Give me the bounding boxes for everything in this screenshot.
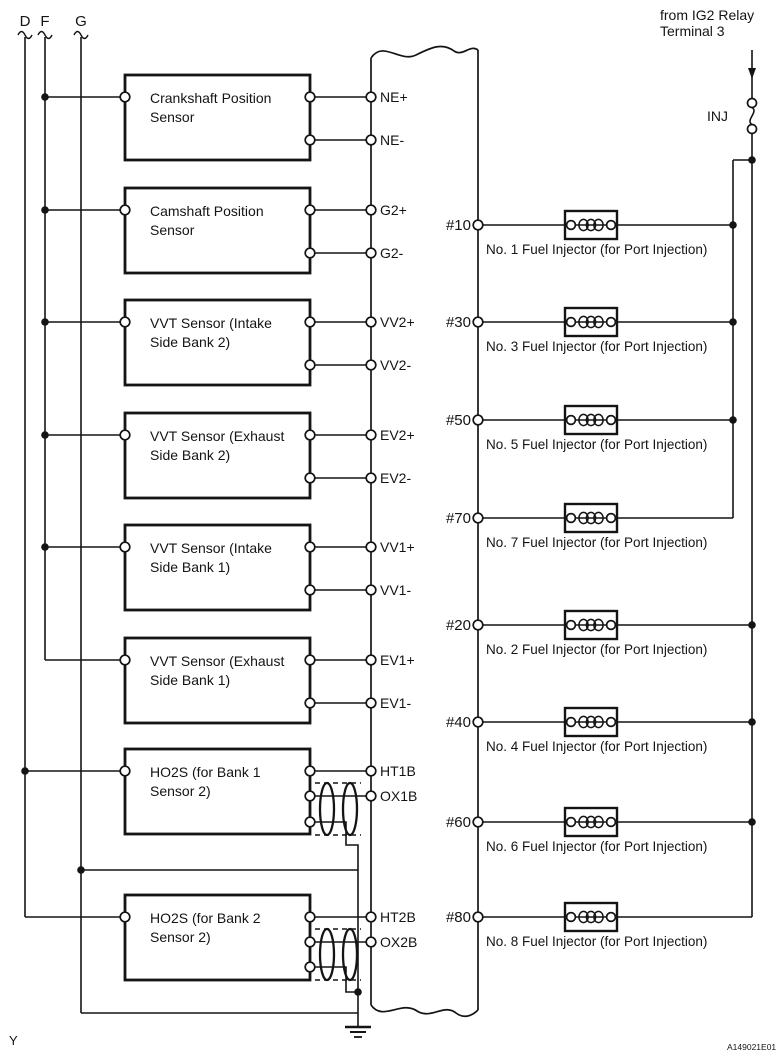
ecm-terminal-label: VV1+ <box>380 539 415 555</box>
fuse-element-icon <box>750 108 754 125</box>
sensor-terminal <box>305 585 315 595</box>
injector-terminal <box>567 818 576 827</box>
ecm-terminal <box>366 473 376 483</box>
sensor-terminal <box>305 248 315 258</box>
ecm-terminal <box>366 317 376 327</box>
injector-caption: No. 8 Fuel Injector (for Port Injection) <box>486 934 708 949</box>
junction-dot <box>748 818 756 826</box>
injector-terminal <box>567 221 576 230</box>
junction-dot <box>41 431 49 439</box>
sensor-terminal <box>305 430 315 440</box>
ecm-terminal <box>366 205 376 215</box>
injector-caption: No. 4 Fuel Injector (for Port Injection) <box>486 739 708 754</box>
sensor-name: Sensor 2) <box>150 929 211 945</box>
injector-terminal <box>607 913 616 922</box>
sensor-terminal <box>120 655 130 665</box>
injector-terminal-label: #50 <box>445 412 471 429</box>
injector-terminal-label: #10 <box>445 217 471 234</box>
injector-terminal <box>567 913 576 922</box>
sensor-name: HO2S (for Bank 2 <box>150 910 261 926</box>
ecm-terminal-label: EV2+ <box>380 427 415 443</box>
ecm-top-edge <box>371 46 478 58</box>
injector-caption: No. 6 Fuel Injector (for Port Injection) <box>486 839 708 854</box>
injector-terminal <box>607 818 616 827</box>
ecm-terminal <box>366 585 376 595</box>
ecm-terminal <box>473 620 483 630</box>
junction-dot <box>41 93 49 101</box>
source-note-line2: Terminal 3 <box>660 23 725 39</box>
ecm-terminal-label: G2+ <box>380 202 407 218</box>
ecm-terminal <box>366 430 376 440</box>
sensor-terminal <box>305 791 315 801</box>
ecm-terminal <box>366 912 376 922</box>
injector-caption: No. 5 Fuel Injector (for Port Injection) <box>486 437 708 452</box>
ecm-terminal <box>366 542 376 552</box>
sensor-terminal <box>305 317 315 327</box>
feed-label-G: G <box>75 13 87 30</box>
feed-label-F: F <box>40 13 50 30</box>
ecm-terminal-label: EV1- <box>380 695 412 711</box>
ecm-terminal-label: VV2- <box>380 357 412 373</box>
ecm-terminal <box>366 92 376 102</box>
fuse-terminal <box>748 125 757 134</box>
sensor-terminal <box>305 135 315 145</box>
injector-terminal-label: #60 <box>445 814 471 831</box>
sensor-terminal <box>120 317 130 327</box>
injector-terminal-label: #70 <box>445 510 471 527</box>
ecm-terminal <box>366 791 376 801</box>
shield-icon <box>320 783 334 835</box>
injector-caption: No. 1 Fuel Injector (for Port Injection) <box>486 242 708 257</box>
sensor-terminal <box>120 766 130 776</box>
ecm-terminal <box>366 766 376 776</box>
sensor-terminal <box>305 937 315 947</box>
sensor-terminal <box>120 542 130 552</box>
sensor-terminal <box>305 817 315 827</box>
injector-terminal <box>567 621 576 630</box>
ecm-terminal-label: NE- <box>380 132 405 148</box>
sensor-name: Side Bank 1) <box>150 559 231 575</box>
sensor-name: Side Bank 1) <box>150 672 231 688</box>
sensor-terminal <box>305 912 315 922</box>
injector-terminal <box>567 514 576 523</box>
junction-dot <box>748 621 756 629</box>
injector-terminal <box>607 318 616 327</box>
junction-dot <box>354 988 362 996</box>
sensor-name: HO2S (for Bank 1 <box>150 764 261 780</box>
ecm-terminal-label: HT2B <box>380 909 416 925</box>
injector-terminal <box>607 718 616 727</box>
junction-dot <box>729 221 737 229</box>
injector-terminal-label: #30 <box>445 314 471 331</box>
ecm-terminal <box>473 717 483 727</box>
ecm-terminal-label: VV2+ <box>380 314 415 330</box>
ecm-terminal-label: OX1B <box>380 788 418 804</box>
sensor-terminal <box>305 473 315 483</box>
injector-terminal <box>607 621 616 630</box>
injector-terminal-label: #20 <box>445 617 471 634</box>
junction-dot <box>41 206 49 214</box>
shield-icon <box>343 929 357 980</box>
injector-terminal-label: #80 <box>445 909 471 926</box>
page-code: Y <box>9 1033 18 1048</box>
junction-dot <box>41 318 49 326</box>
junction-dot <box>21 767 29 775</box>
sensor-name: VVT Sensor (Intake <box>150 540 272 556</box>
injector-terminal <box>567 318 576 327</box>
fuse-label: INJ <box>707 108 728 124</box>
sensor-name: Crankshaft Position <box>150 90 272 106</box>
ecm-terminal-label: G2- <box>380 245 404 261</box>
junction-dot <box>41 543 49 551</box>
sensor-name: Side Bank 2) <box>150 334 231 350</box>
junction-dot <box>729 416 737 424</box>
sensor-name: Sensor <box>150 109 195 125</box>
sensor-terminal <box>305 92 315 102</box>
ecm-terminal <box>366 135 376 145</box>
sensor-name: Sensor 2) <box>150 783 211 799</box>
sensor-terminal <box>305 698 315 708</box>
sensor-name: Sensor <box>150 222 195 238</box>
ecm-terminal-label: HT1B <box>380 763 416 779</box>
sensor-terminal <box>305 962 315 972</box>
ecm-terminal-label: NE+ <box>380 89 408 105</box>
ecm-terminal-label: OX2B <box>380 934 418 950</box>
flow-arrow-icon <box>748 68 756 79</box>
ecm-terminal <box>473 912 483 922</box>
sensor-name: Camshaft Position <box>150 203 264 219</box>
ecm-terminal <box>473 415 483 425</box>
source-note-line1: from IG2 Relay <box>660 7 755 23</box>
sensor-terminal <box>305 205 315 215</box>
ecm-terminal <box>366 937 376 947</box>
ecm-terminal <box>366 248 376 258</box>
injector-terminal <box>567 416 576 425</box>
sensor-name: VVT Sensor (Exhaust <box>150 428 285 444</box>
ecm-terminal <box>473 317 483 327</box>
diagram-id: A149021E01 <box>727 1042 777 1052</box>
sensor-terminal <box>120 205 130 215</box>
injector-terminal <box>607 514 616 523</box>
sensor-name: VVT Sensor (Intake <box>150 315 272 331</box>
sensor-name: VVT Sensor (Exhaust <box>150 653 285 669</box>
injector-caption: No. 3 Fuel Injector (for Port Injection) <box>486 339 708 354</box>
sensor-terminal <box>305 766 315 776</box>
injector-caption: No. 7 Fuel Injector (for Port Injection) <box>486 535 708 550</box>
ecm-terminal <box>473 220 483 230</box>
shield-icon <box>320 929 334 980</box>
ecm-terminal <box>366 698 376 708</box>
injector-terminal <box>607 221 616 230</box>
injector-terminal-label: #40 <box>445 714 471 731</box>
fuse-terminal <box>748 99 757 108</box>
injector-terminal <box>567 718 576 727</box>
feed-label-D: D <box>19 13 31 30</box>
ecm-terminal <box>473 513 483 523</box>
junction-dot <box>729 318 737 326</box>
junction-dot <box>77 866 85 874</box>
sensor-terminal <box>305 542 315 552</box>
sensor-terminal <box>120 430 130 440</box>
sensor-terminal <box>120 92 130 102</box>
ecm-terminal <box>473 817 483 827</box>
sensor-name: Side Bank 2) <box>150 447 231 463</box>
source-note <box>660 7 754 39</box>
ecm-terminal <box>366 655 376 665</box>
sensor-terminal <box>305 360 315 370</box>
junction-dot <box>748 718 756 726</box>
ecm-terminal-label: EV2- <box>380 470 412 486</box>
ecm-terminal <box>366 360 376 370</box>
injector-caption: No. 2 Fuel Injector (for Port Injection) <box>486 642 708 657</box>
ecm-terminal-label: VV1- <box>380 582 412 598</box>
sensor-terminal <box>120 912 130 922</box>
injector-terminal <box>607 416 616 425</box>
ecm-bottom-edge <box>371 1005 478 1016</box>
sensor-terminal <box>305 655 315 665</box>
ecm-terminal-label: EV1+ <box>380 652 415 668</box>
shield-icon <box>343 783 357 835</box>
junction-dot <box>748 156 756 164</box>
